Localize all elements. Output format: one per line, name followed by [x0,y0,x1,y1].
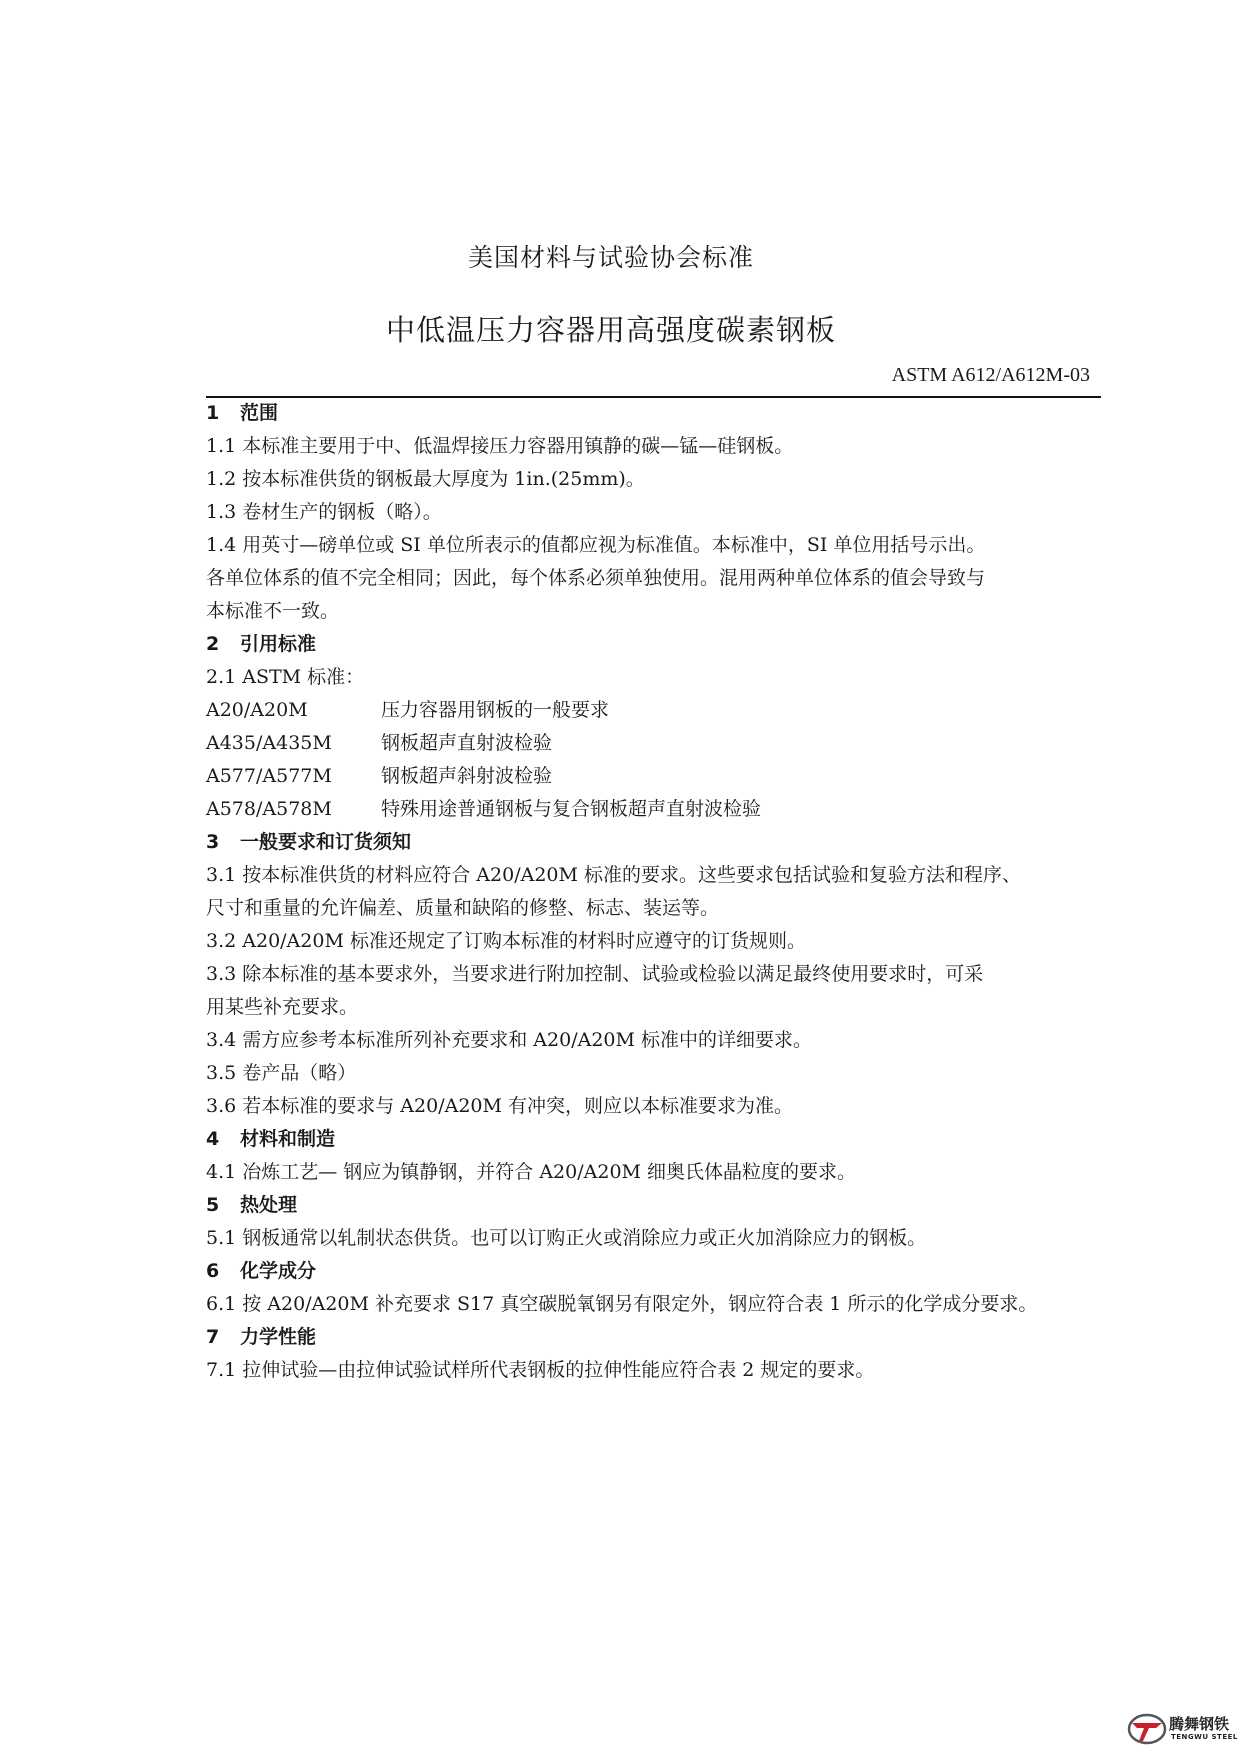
paragraph: 3.2 A20/A20M 标准还规定了订购本标准的材料时应遵守的订货规则。 [206,930,806,952]
paragraph: 6.1 按 A20/A20M 补充要求 S17 真空碳脱氧钢另有限定外，钢应符合表 1 所示的化学成分要求。 [206,1293,1038,1315]
paragraph-line: 本标准不一致。 [206,600,340,622]
section-heading: 4 材料和制造 [206,1128,336,1150]
reference-title: 特殊用途普通钢板与复合钢板超声直射波检验 [381,798,762,820]
section-heading: 3 一般要求和订货须知 [206,831,412,853]
reference-row [206,694,1106,727]
paragraph: 1.1 本标准主要用于中、低温焊接压力容器用镇静的碳—锰—硅钢板。 [206,435,794,457]
paragraph-line: 3.3 除本标准的基本要求外，当要求进行附加控制、试验或检验以满足最终使用要求时，可采 [206,963,984,985]
reference-code: A435/A435M [206,732,332,754]
paragraph-line: 用某些补充要求。 [206,996,359,1018]
paragraph: 4.1 冶炼工艺— 钢应为镇静钢，并符合 A20/A20M 细奥氏体晶粒度的要求。 [206,1161,857,1183]
reference-title: 压力容器用钢板的一般要求 [381,699,610,721]
standard-code: ASTM A612/A612M-03 [891,364,1090,386]
reference-title: 钢板超声斜射波检验 [381,765,553,787]
section-heading: 5 热处理 [206,1194,298,1216]
reference-row [206,760,1106,793]
reference-row [206,727,1106,760]
paragraph-line: 尺寸和重量的允许偏差、质量和缺陷的修整、标志、装运等。 [206,897,720,919]
paragraph: 3.4 需方应参考本标准所列补充要求和 A20/A20M 标准中的详细要求。 [206,1029,812,1051]
logo-name-en: TENGWU STEEL [1171,1733,1238,1741]
paragraph-line: 3.1 按本标准供货的材料应符合 A20/A20M 标准的要求。这些要求包括试验和复验方法和程序、 [206,864,1021,886]
section-heading: 2 引用标准 [206,633,317,655]
paragraph: 1.3 卷材生产的钢板（略）。 [206,501,442,523]
paragraph-line: 1.4 用英寸—磅单位或 SI 单位所表示的值都应视为标准值。本标准中，SI 单位用括号示出。 [206,534,986,556]
paragraph: 3.5 卷产品（略） [206,1062,357,1084]
tengwu-steel-logo-icon [1127,1711,1167,1747]
tengwu-steel-logo [1127,1710,1237,1748]
document-body [206,397,1106,1387]
reference-code: A20/A20M [206,699,308,721]
document-title: 中低温压力容器用高强度碳素钢板 [385,313,836,347]
section-heading: 6 化学成分 [206,1260,317,1282]
paragraph: 5.1 钢板通常以轧制状态供货。也可以订购正火或消除应力或正火加消除应力的钢板。 [206,1227,927,1249]
paragraph: 2.1 ASTM 标准： [206,666,365,688]
reference-code: A578/A578M [206,798,332,820]
section-heading: 7 力学性能 [206,1326,317,1348]
paragraph: 3.6 若本标准的要求与 A20/A20M 有冲突，则应以本标准要求为准。 [206,1095,793,1117]
paragraph: 7.1 拉伸试验—由拉伸试验试样所代表钢板的拉伸性能应符合表 2 规定的要求。 [206,1359,875,1381]
reference-title: 钢板超声直射波检验 [381,732,553,754]
organization-title: 美国材料与试验协会标准 [467,243,754,272]
reference-code: A577/A577M [206,765,332,787]
paragraph-line: 各单位体系的值不完全相同；因此，每个体系必须单独使用。混用两种单位体系的值会导致与 [206,567,986,589]
paragraph: 1.2 按本标准供货的钢板最大厚度为 1in.(25mm)。 [206,468,645,490]
section-heading: 1 范围 [206,402,279,424]
logo-name-cn: 腾舞钢铁 [1169,1715,1230,1733]
reference-row [206,793,1106,826]
